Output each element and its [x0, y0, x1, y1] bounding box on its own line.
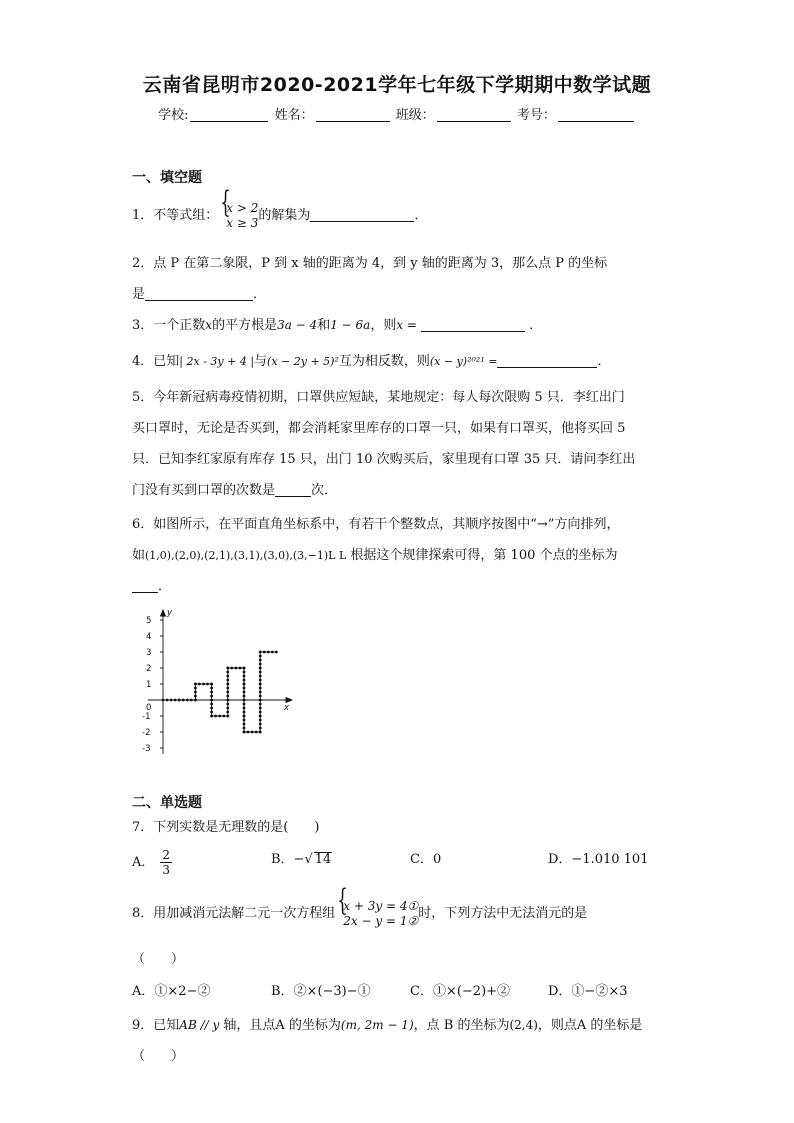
lattice-point: [243, 719, 246, 722]
y-tick-2: 2: [146, 664, 152, 674]
q4-expr1: | 2x - 3y + 4 |: [179, 355, 255, 368]
lattice-point: [226, 699, 229, 702]
lattice-point: [170, 699, 173, 702]
q9-paren: （ ）: [132, 1049, 185, 1064]
lattice-point: [259, 691, 262, 694]
lattice-point: [271, 651, 274, 654]
exam-title: 云南省昆明市2020-2021学年七年级下学期期中数学试题: [142, 74, 652, 96]
lattice-point: [263, 651, 266, 654]
lattice-point: [243, 687, 246, 690]
q7-b-radicand: 14: [314, 852, 332, 867]
q2-line2-prefix: 是: [132, 287, 146, 302]
q1-end: ．: [414, 208, 428, 223]
q9-coord-b: (2,4): [509, 1018, 538, 1032]
q4-mid: 互为相反数，则: [338, 354, 430, 369]
lattice-point: [162, 699, 165, 702]
lattice-point: [206, 683, 209, 686]
q9-suffix: ，则点A 的坐标是: [537, 1018, 643, 1033]
lattice-point: [243, 675, 246, 678]
q1-answer-blank[interactable]: [310, 207, 414, 222]
lattice-point: [259, 695, 262, 698]
lattice-point: [259, 687, 262, 690]
lattice-point: [202, 683, 205, 686]
lattice-point: [226, 675, 229, 678]
lattice-point: [259, 707, 262, 710]
spiral-path: [162, 651, 278, 734]
question-5: [132, 382, 662, 506]
lattice-point: [243, 671, 246, 674]
q8-eq2: 2x − y = 1②: [343, 913, 419, 928]
school-blank[interactable]: [190, 107, 268, 122]
q7-a-numerator: 2: [162, 848, 171, 862]
question-6: [132, 509, 662, 602]
q4-and: 与: [254, 354, 268, 369]
lattice-point: [210, 695, 213, 698]
lattice-point: [210, 711, 213, 714]
q9-mid1: 轴，且点A 的坐标为: [219, 1018, 341, 1033]
lattice-point: [259, 667, 262, 670]
q3-and: 和: [317, 318, 331, 333]
q7-a-label: A．: [132, 855, 155, 870]
lattice-point: [243, 667, 246, 670]
name-blank[interactable]: [316, 107, 390, 122]
y-axis-label: y: [167, 608, 173, 618]
lattice-point: [194, 683, 197, 686]
lattice-point: [259, 699, 262, 702]
coordinate-figure: [136, 606, 300, 760]
lattice-point: [259, 731, 262, 734]
lattice-point: [198, 683, 201, 686]
lattice-point: [259, 719, 262, 722]
q8-options: [132, 980, 672, 1011]
lattice-point: [226, 695, 229, 698]
lattice-point: [226, 687, 229, 690]
lattice-point: [226, 671, 229, 674]
lattice-point: [226, 707, 229, 710]
q4-expr3: (x − y)²⁰²¹ =: [429, 355, 498, 368]
lattice-point: [210, 683, 213, 686]
lattice-point: [247, 731, 250, 734]
lattice-point: [267, 651, 270, 654]
q8-eq1: { x + 3y = 4①: [343, 898, 419, 913]
lattice-point: [226, 679, 229, 682]
q8-prefix: 8．用加减消元法解二元一次方程组: [132, 906, 336, 921]
q7-stem: 7．下列实数是无理数的是( ): [132, 820, 320, 835]
lattice-point: [226, 711, 229, 714]
question-7: [132, 812, 662, 843]
school-label: 学校:: [158, 108, 189, 123]
q6-line1: 6．如图所示，在平面直角坐标系中，有若干个整数点，其顺序按图中“→”方向排列，: [132, 517, 620, 532]
lattice-point: [214, 715, 217, 718]
q3-answer-blank[interactable]: [421, 317, 525, 332]
x-axis-label: x: [284, 703, 290, 713]
lattice-point: [243, 691, 246, 694]
lattice-point: [259, 723, 262, 726]
q7-option-b[interactable]: B．−√ 14: [271, 852, 332, 867]
q8-option-d[interactable]: D．①−②×3: [548, 984, 628, 999]
lattice-point: [190, 699, 193, 702]
lattice-point: [210, 691, 213, 694]
q6-points: (1,0),(2,0),(2,1),(3,1),(3,0),(3,−1)L L: [145, 549, 347, 562]
lattice-point: [210, 699, 213, 702]
lattice-point: [226, 683, 229, 686]
student-info-line: [0, 104, 794, 123]
lattice-point: [210, 687, 213, 690]
number-label: 考号：: [516, 108, 556, 123]
q7-options: [132, 848, 672, 879]
q3-mid2: ，则: [370, 318, 397, 333]
lattice-point: [222, 715, 225, 718]
q9-ab: AB // y: [179, 1018, 220, 1032]
number-blank[interactable]: [558, 107, 634, 122]
lattice-point: [226, 715, 229, 718]
lattice-point: [235, 667, 238, 670]
q7-a-fraction: [160, 848, 172, 877]
q3-x: x: [205, 318, 213, 332]
q8-option-c[interactable]: C．①×(−2)+②: [410, 984, 511, 999]
section-fill-in-title: 一、填空题: [132, 170, 202, 186]
q3-expr1: 3a − 4: [277, 318, 318, 332]
lattice-point: [259, 651, 262, 654]
q5-line2: 买口罩时，无论是否买到，都会消耗家里库存的口罩一只，如果有口罩买，他将买回 5: [132, 421, 626, 436]
lattice-point: [226, 691, 229, 694]
q7-a-denominator: 3: [162, 863, 171, 877]
q2-answer-blank[interactable]: [145, 286, 253, 301]
lattice-point: [243, 683, 246, 686]
q5-answer-blank[interactable]: [275, 482, 311, 497]
lattice-point: [259, 727, 262, 730]
lattice-point: [194, 687, 197, 690]
lattice-point: [259, 663, 262, 666]
q7-option-d[interactable]: D．−1.010 101: [548, 852, 649, 867]
q5-line4-prefix: 门没有买到口罩的次数是: [132, 483, 276, 498]
name-label: 姓名：: [274, 108, 314, 123]
lattice-point: [243, 727, 246, 730]
q4-prefix: 4．已知: [132, 354, 180, 369]
q6-line2-suffix: 根据这个规律探索可得，第 100 个点的坐标为: [346, 548, 618, 563]
q1-ineq1: { x > 2: [226, 200, 259, 215]
y-tick-1: 1: [146, 680, 152, 690]
question-3: [132, 310, 662, 341]
y-tick-neg3: -3: [142, 744, 151, 754]
lattice-point: [259, 675, 262, 678]
section-single-choice-title: 二、单选题: [132, 795, 202, 811]
class-label: 班级：: [395, 108, 435, 123]
q9-prefix: 9．已知: [132, 1018, 180, 1033]
q8-option-a[interactable]: A．①×2−②: [132, 984, 211, 999]
lattice-point: [194, 695, 197, 698]
q1-prefix: 1．不等式组：: [132, 208, 219, 223]
question-4: [132, 346, 662, 377]
lattice-point: [210, 715, 213, 718]
q5-line3: 只．已知李红家原有库存 15 只，出门 10 次购买后，家里现有口罩 35 只．请问李红出: [132, 452, 636, 467]
lattice-point: [182, 699, 185, 702]
y-tick-neg1: -1: [142, 712, 151, 722]
lattice-point: [259, 683, 262, 686]
lattice-point: [259, 671, 262, 674]
q6-end: ．: [158, 579, 172, 594]
lattice-point: [259, 711, 262, 714]
lattice-point: [243, 695, 246, 698]
q9-coord-a: (m, 2m − 1): [340, 1018, 414, 1032]
q4-end: ．: [597, 354, 611, 369]
lattice-point: [259, 703, 262, 706]
q4-answer-blank[interactable]: [497, 353, 597, 368]
q5-line4-suffix: 次．: [311, 483, 338, 498]
question-2: [132, 248, 662, 310]
lattice-point: [243, 711, 246, 714]
q3-mid1: 的平方根是: [212, 318, 278, 333]
lattice-point: [243, 707, 246, 710]
lattice-point: [259, 655, 262, 658]
lattice-point: [178, 699, 181, 702]
question-1: [132, 200, 662, 231]
lattice-point: [243, 703, 246, 706]
q7-option-a[interactable]: [132, 848, 172, 877]
lattice-point: [275, 651, 278, 654]
lattice-point: [259, 715, 262, 718]
q2-line1: 2．点 P 在第二象限，P 到 x 轴的距离为 4，到 y 轴的距离为 3，那么点 P 的坐标: [132, 256, 608, 271]
lattice-point: [174, 699, 177, 702]
y-axis-arrow: [161, 610, 166, 616]
q9-mid2: ，点 B 的坐标为: [413, 1018, 510, 1033]
q6-answer-blank[interactable]: [132, 578, 158, 593]
q4-expr2: (x − 2y + 5)²: [267, 355, 339, 368]
lattice-point: [255, 731, 258, 734]
q8-suffix: 时，下列方法中无法消元的是: [418, 906, 588, 921]
question-8: [132, 898, 662, 929]
q8-equation-system: [335, 899, 418, 929]
lattice-point: [194, 699, 197, 702]
q8-option-b[interactable]: B．②×(−3)−①: [271, 984, 371, 999]
lattice-point: [210, 703, 213, 706]
y-tick-neg2: -2: [142, 728, 151, 738]
lattice-point: [243, 715, 246, 718]
lattice-point: [243, 723, 246, 726]
lattice-point: [166, 699, 169, 702]
q1-inequality-system: [218, 201, 258, 231]
q1-suffix: 的解集为: [258, 208, 311, 223]
lattice-point: [251, 731, 254, 734]
lattice-point: [243, 679, 246, 682]
lattice-point: [210, 707, 213, 710]
q3-x-eq: x =: [396, 318, 417, 332]
lattice-point: [243, 731, 246, 734]
y-tick-5: 5: [146, 616, 152, 626]
q7-option-c[interactable]: C．0: [410, 852, 442, 867]
lattice-point: [218, 715, 221, 718]
lattice-point: [230, 667, 233, 670]
class-blank[interactable]: [437, 107, 511, 122]
q3-prefix: 3．一个正数: [132, 318, 206, 333]
q1-ineq2: x ≥ 3: [226, 215, 259, 230]
lattice-point: [226, 703, 229, 706]
y-tick-3: 3: [146, 648, 152, 658]
q8-paren: （ ）: [132, 952, 185, 967]
q6-line2-prefix: 如: [132, 548, 146, 563]
lattice-point: [226, 667, 229, 670]
lattice-point: [239, 667, 242, 670]
lattice-point: [186, 699, 189, 702]
lattice-point: [194, 691, 197, 694]
lattice-point: [259, 659, 262, 662]
q2-end: ．: [253, 287, 267, 302]
q7-b-label: B．−: [271, 852, 305, 867]
y-tick-0: 0: [146, 703, 152, 713]
q5-line1: 5．今年新冠病毒疫情初期，口罩供应短缺，某地规定：每人每次限购 5 只．李红出门: [132, 390, 625, 405]
q3-expr2: 1 − 6a: [330, 318, 371, 332]
y-tick-4: 4: [146, 632, 152, 642]
lattice-point: [259, 679, 262, 682]
question-9: [132, 1010, 662, 1072]
q8-paren-line: [132, 944, 662, 975]
lattice-point: [243, 699, 246, 702]
x-axis-arrow: [286, 698, 292, 703]
q3-end: ．: [529, 318, 543, 333]
